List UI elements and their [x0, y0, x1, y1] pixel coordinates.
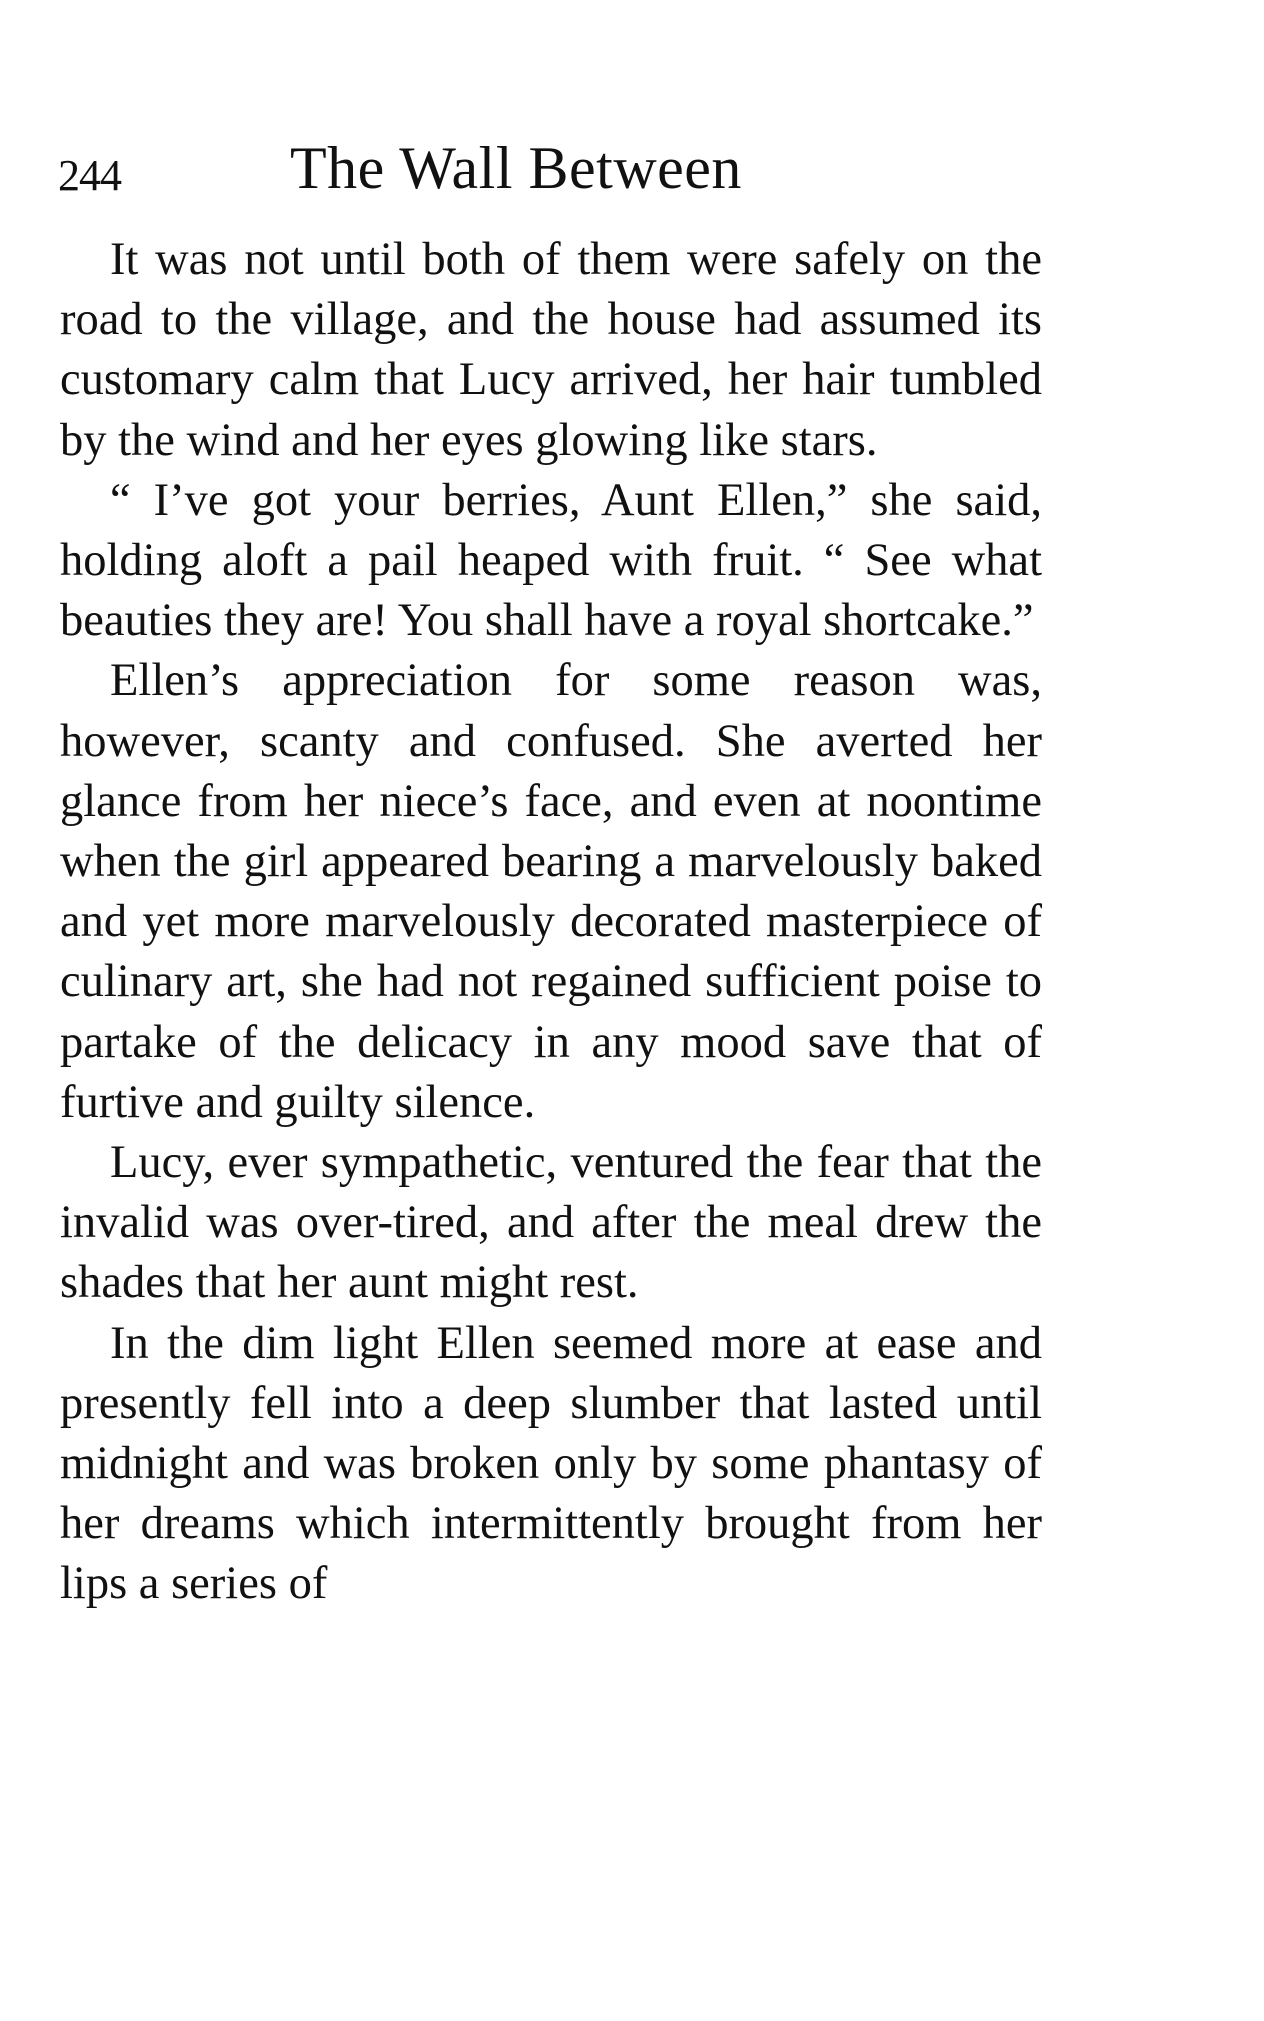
paragraph-4: Lucy, ever sympathetic, ventured the fear that the invalid was over-tired, and after the meal drew the shades that her aunt might rest.	[60, 1137, 1042, 1309]
paragraph-5: In the dim light Ellen seemed more at ease and presently fell into a deep slumber that lasted until midnight and was broken only by some phantasy of her dreams which intermittently brought from her lips a series of	[60, 1317, 1042, 1610]
paragraph-3: Ellen’s appreciation for some reason was, however, scanty and confused. She averted her glance from her niece’s face, and even at noontime when the girl appeared bearing a marvelously baked and yet more marvelously decorated masterpiece of culinary art, she had not regained sufficient poise to partake of the delicacy in any mood save that of furtive and guilty silence.	[60, 655, 1042, 1128]
page-number: 244	[58, 151, 121, 200]
paragraph-2: “ I’ve got your berries, Aunt Ellen,” she said, holding aloft a pail heaped with fruit. “ See what beauties they are! You shall have a royal shortcake.”	[60, 474, 1042, 647]
paragraph-1: It was not until both of them were safely on the road to the village, and the house had assumed its customary calm that Lucy arrived, her hair tumbled by the wind and her eyes glowing like stars.	[60, 234, 1042, 466]
running-head	[58, 132, 1038, 212]
book-title: The Wall Between	[290, 135, 742, 201]
body-text	[60, 230, 1042, 1615]
